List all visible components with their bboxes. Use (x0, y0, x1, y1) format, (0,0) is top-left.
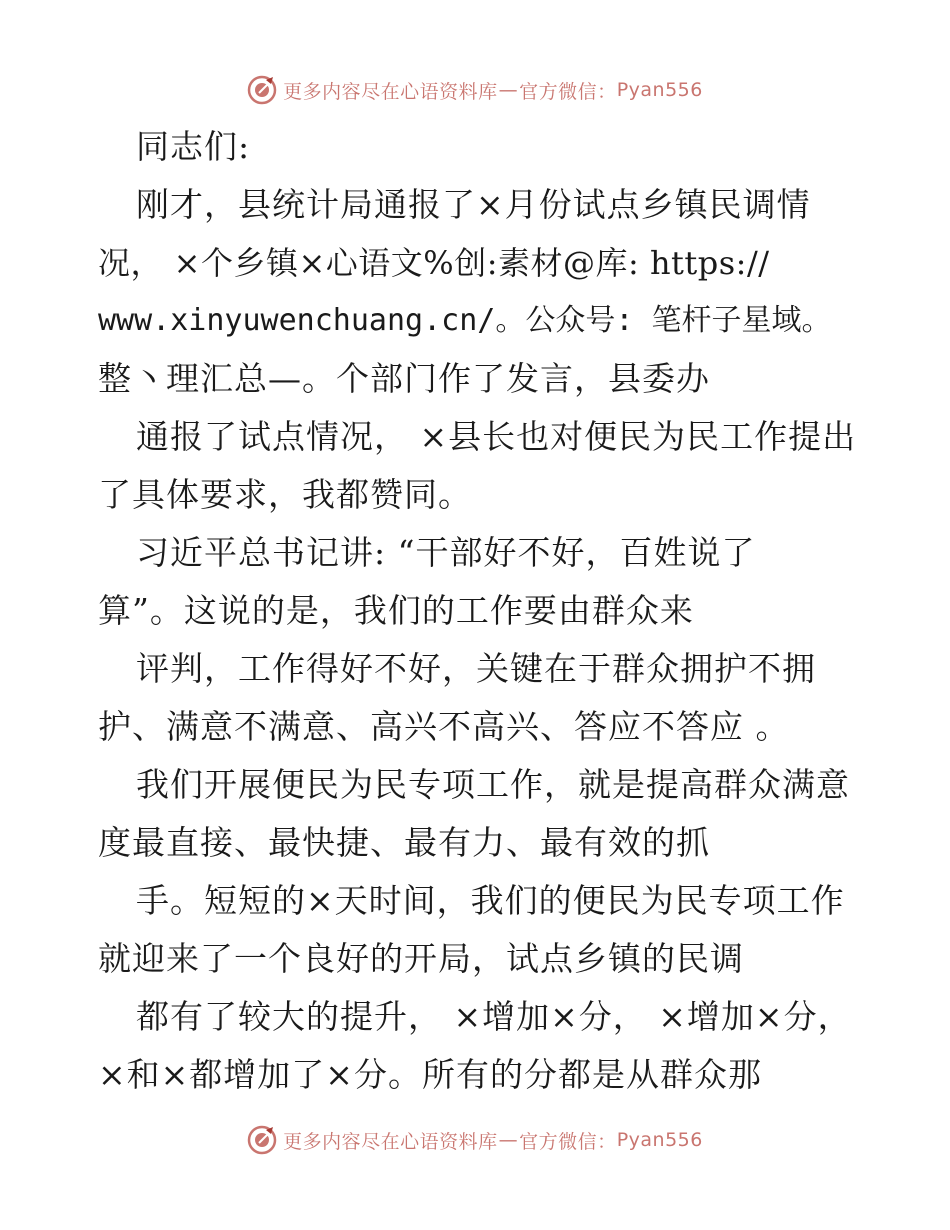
text-line: www.xinyuwenchuang.cn/。公众号: 笔杆子星域。 (98, 303, 832, 338)
banner-text: 更多内容尽在心语资料库 (283, 1130, 498, 1153)
text-line: 手。短短的×天时间，我们的便民为民专项工作 (136, 881, 845, 920)
text-line: 通报了试点情况， ×县长也对便民为民工作提出 (136, 417, 857, 456)
footer-watermark (0, 1120, 950, 1160)
text-line: 都有了较大的提升， ×增加×分， ×增加×分， (136, 997, 852, 1036)
banner-account: Pyan556 (616, 1129, 703, 1151)
banner-text: 更多内容尽在心语资料库 (283, 80, 498, 103)
pen-nib-logo-icon (247, 75, 277, 105)
text-line: 刚才，县统计局通报了×月份试点乡镇民调情 (136, 185, 811, 224)
banner-official-label: 官方微信： (519, 80, 617, 103)
pen-nib-logo-icon (247, 1125, 277, 1155)
banner-separator: — (498, 79, 519, 101)
text-line: ×和×都增加了×分。所有的分都是从群众那 (98, 1055, 762, 1094)
banner-account: Pyan556 (616, 79, 703, 101)
text-line: 习近平总书记讲: “干部好不好，百姓说了 (136, 533, 756, 572)
text-line: 评判，工作得好不好，关键在于群众拥护不拥 (136, 649, 816, 688)
text-line: 况， ×个乡镇×心语文%创:素材@库: https:// (98, 244, 770, 282)
document-body (98, 118, 858, 1104)
banner-official-label: 官方微信： (519, 1130, 617, 1153)
text-line: 整丶理汇总—。个部门作了发言，县委办 (98, 359, 710, 398)
text-line: 同志们: (136, 127, 251, 166)
text-line: 护、满意不满意、高兴不高兴、答应不答应 。 (98, 707, 790, 746)
text-line: 了具体要求，我都赞同。 (98, 475, 472, 514)
header-watermark (0, 70, 950, 110)
text-line: 就迎来了一个良好的开局，试点乡镇的民调 (98, 939, 744, 978)
text-line: 度最直接、最快捷、最有力、最有效的抓 (98, 823, 710, 862)
text-line: 算”。这说的是，我们的工作要由群众来 (98, 591, 694, 630)
text-line: 我们开展便民为民专项工作，就是提高群众满意 (136, 765, 850, 804)
banner-separator: — (498, 1129, 519, 1151)
